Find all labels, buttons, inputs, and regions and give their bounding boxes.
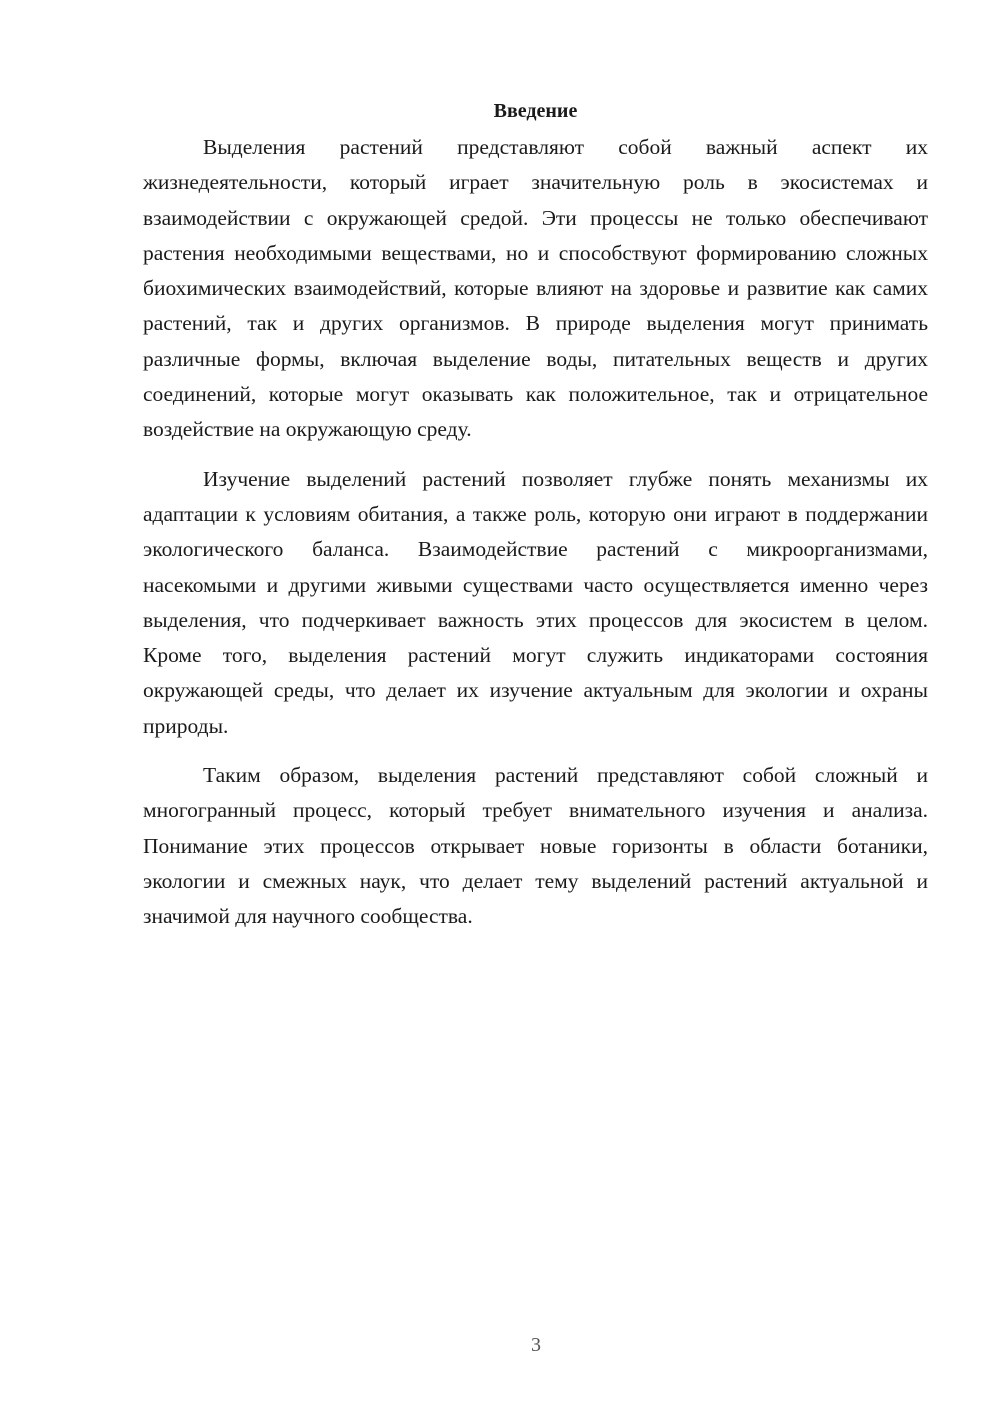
section-title: Введение bbox=[493, 100, 578, 122]
page-number: 3 bbox=[531, 1334, 541, 1356]
page-content bbox=[143, 96, 928, 935]
paragraph-3: Таким образом, выделения растений представляют собой сложный и многогранный процесс, который требует внимательного изучения и анализа. Понимание этих процессов открывает новые горизонты в области ботаники, экологии и смежных наук, что делает тему выделений растений актуальной и значимой для научного сообщества. bbox=[143, 763, 928, 929]
paragraph-2: Изучение выделений растений позволяет глубже понять механизмы их адаптации к условиям обитания, а также роль, которую они играют в поддержании экологического баланса. Взаимодействие растений с микроорганизмами, насекомыми и другими живыми существами часто осуществляется именно через выделения, что подчеркивает важность этих процессов для экосистем в целом. Кроме того, выделения растений могут служить индикаторами состояния окружающей среды, что делает их изучение актуальным для экологии и охраны природы. bbox=[143, 466, 928, 738]
paragraph-1: Выделения растений представляют собой важный аспект их жизнедеятельности, который играет значительную роль в экосистемах и взаимодействии с окружающей средой. Эти процессы не только обеспечивают растения необходимыми веществами, но и способствуют формированию сложных биохимических взаимодействий, которые влияют на здоровье и развитие как самих растений, так и других организмов. В природе выделения могут принимать различные формы, включая выделение воды, питательных веществ и других соединений, которые могут оказывать как положительное, так и отрицательное воздействие на окружающую среду. bbox=[143, 135, 928, 442]
